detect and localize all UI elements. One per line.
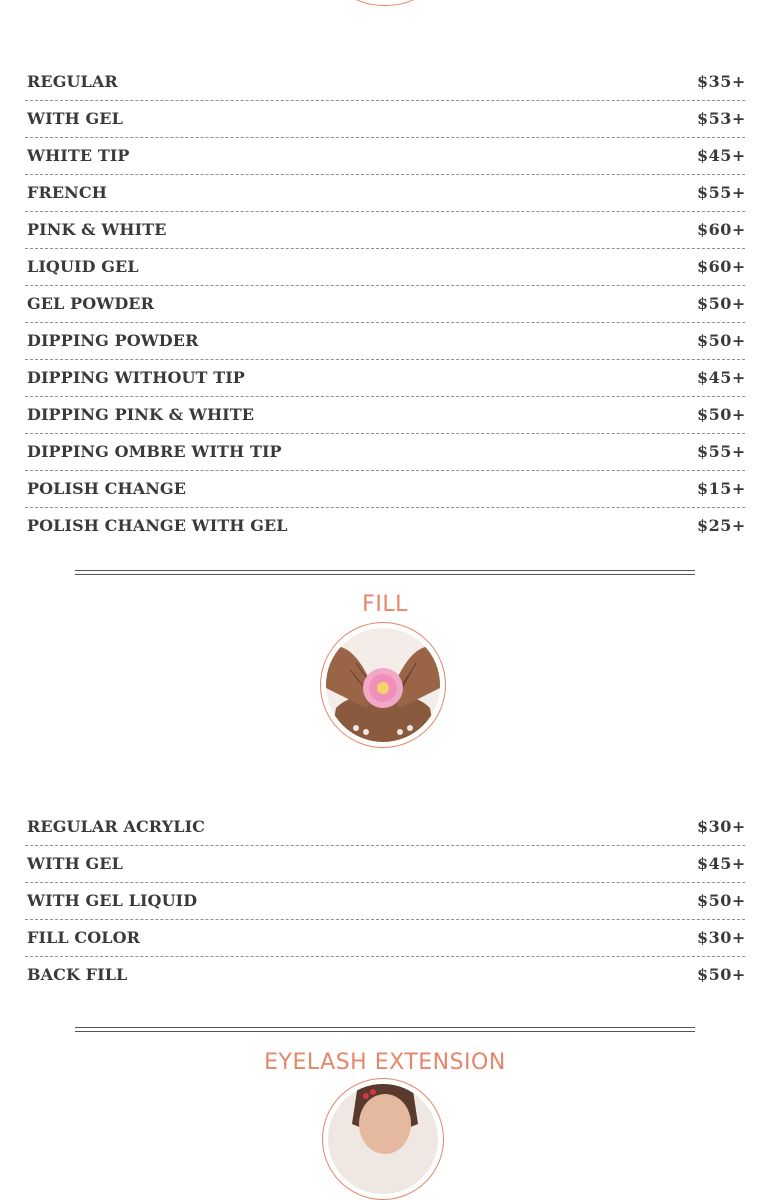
menu-row	[25, 249, 745, 286]
menu-row	[25, 471, 745, 508]
service-name: DIPPING OMBRE WITH TIP	[27, 442, 282, 461]
menu-row	[25, 323, 745, 360]
service-name: GEL POWDER	[27, 294, 154, 313]
service-price: $30+	[697, 817, 746, 836]
service-price: $50+	[697, 965, 746, 984]
service-price: $30+	[697, 928, 746, 947]
service-price: $60+	[697, 257, 746, 276]
service-name: FRENCH	[27, 183, 107, 202]
service-name: WITH GEL	[27, 854, 123, 873]
menu-row	[25, 138, 745, 175]
menu-row	[25, 64, 745, 101]
service-name: POLISH CHANGE WITH GEL	[27, 516, 288, 535]
menu-row	[25, 397, 745, 434]
service-price: $50+	[697, 331, 746, 350]
section-divider	[75, 570, 695, 575]
service-name: WHITE TIP	[27, 146, 130, 165]
menu-row	[25, 508, 745, 544]
fill-section-photo	[320, 622, 446, 748]
service-menu-fill	[25, 809, 745, 993]
service-name: FILL COLOR	[27, 928, 141, 947]
woman-face-image	[328, 1084, 438, 1194]
service-price: $55+	[697, 183, 746, 202]
service-name: DIPPING POWDER	[27, 331, 199, 350]
service-price: $53+	[697, 109, 746, 128]
eyelash-section-photo	[322, 1078, 444, 1200]
menu-row	[25, 957, 745, 993]
service-name: DIPPING WITHOUT TIP	[27, 368, 245, 387]
service-name: WITH GEL LIQUID	[27, 891, 198, 910]
menu-row	[25, 883, 745, 920]
menu-row	[25, 101, 745, 138]
service-price: $50+	[697, 405, 746, 424]
service-name: REGULAR	[27, 72, 118, 91]
service-name: DIPPING PINK & WHITE	[27, 405, 255, 424]
menu-row	[25, 920, 745, 957]
service-price: $50+	[697, 294, 746, 313]
service-name: REGULAR ACRYLIC	[27, 817, 205, 836]
menu-row	[25, 360, 745, 397]
service-name: PINK & WHITE	[27, 220, 167, 239]
service-price: $50+	[697, 891, 746, 910]
service-price: $60+	[697, 220, 746, 239]
service-price: $45+	[697, 368, 746, 387]
service-price: $15+	[697, 479, 746, 498]
menu-row	[25, 809, 745, 846]
hands-feet-flower-image	[326, 628, 440, 742]
service-price: $55+	[697, 442, 746, 461]
menu-row	[25, 286, 745, 323]
service-price: $45+	[697, 146, 746, 165]
service-name: WITH GEL	[27, 109, 123, 128]
service-name: BACK FILL	[27, 965, 128, 984]
section-title-eyelash-extension: EYELASH EXTENSION	[264, 1050, 506, 1075]
menu-row	[25, 212, 745, 249]
previous-section-photo-edge	[342, 0, 428, 6]
service-menu-main	[25, 64, 745, 544]
menu-row	[25, 175, 745, 212]
service-price: $25+	[697, 516, 746, 535]
section-title-fill: FILL	[362, 592, 408, 617]
menu-row	[25, 846, 745, 883]
service-name: POLISH CHANGE	[27, 479, 186, 498]
menu-row	[25, 434, 745, 471]
service-name: LIQUID GEL	[27, 257, 139, 276]
service-price: $35+	[697, 72, 746, 91]
service-price: $45+	[697, 854, 746, 873]
section-divider	[75, 1027, 695, 1032]
